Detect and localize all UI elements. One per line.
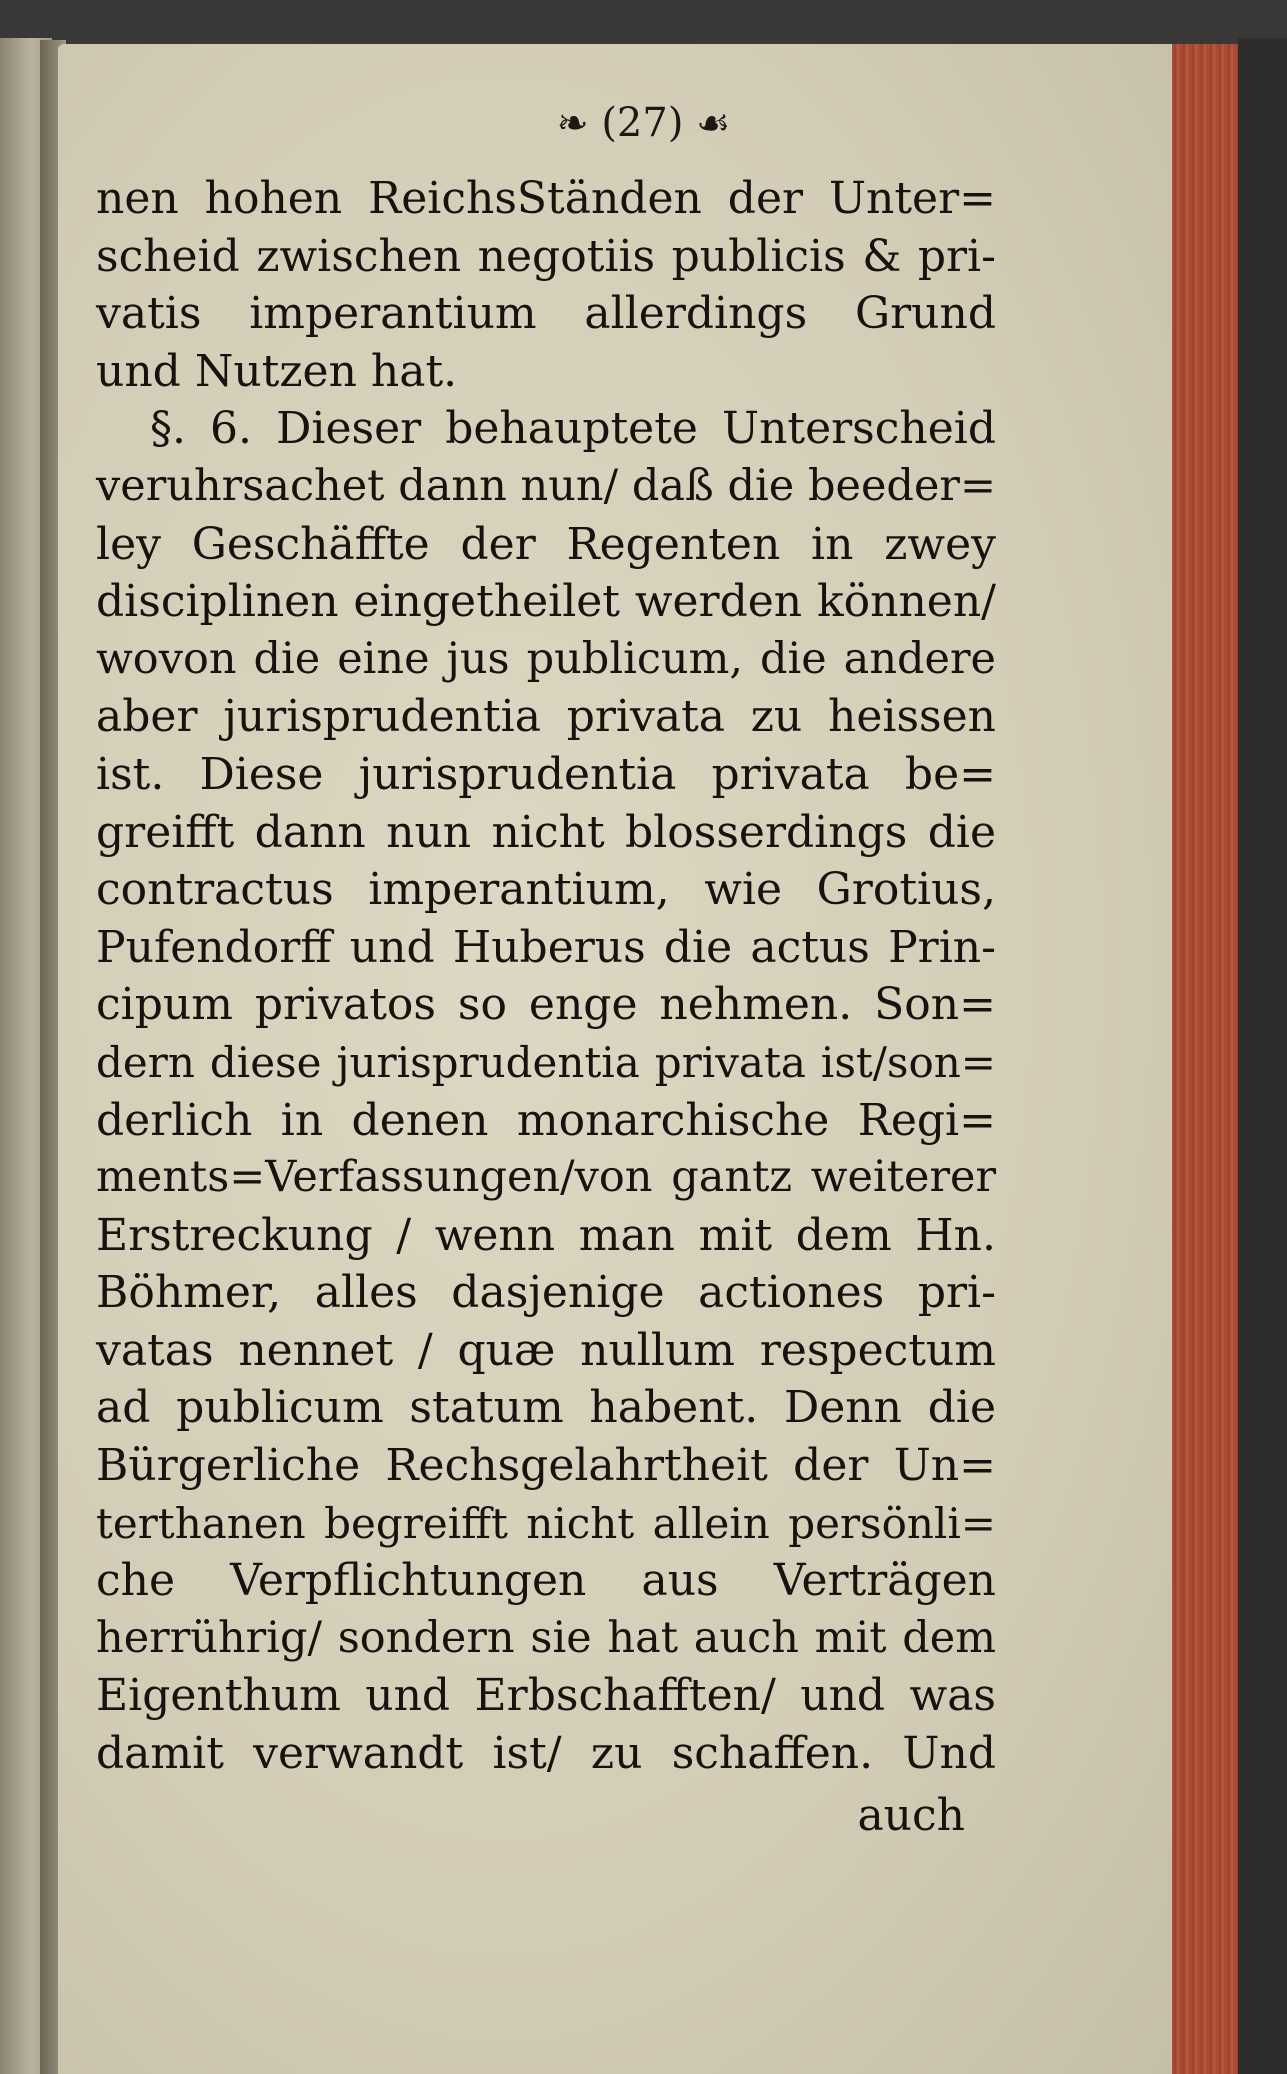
text-line: und Nutzen hat. [96,345,458,397]
text-line: herrührig/ sondern sie hat auch mit dem [96,1612,996,1663]
text-line: greifft dann nun nicht blosserdings die [96,806,996,858]
right-ornament-icon: ☙ [696,101,731,145]
text-line: derlich in denen monarchische Regi= [96,1094,996,1146]
page-number: (27) [601,100,684,146]
catchword: auch [857,1790,965,1841]
text-line: veruhrsachet dann nun/ daß die beeder= [96,460,996,511]
text-line: Eigenthum und Erbschafften/ und was [96,1670,996,1722]
text-line: Böhmer, alles dasjenige actiones pri- [96,1267,996,1319]
text-line: §. 6. Dieser behauptete Unterscheid [150,403,996,455]
text-line: aber jurisprudentia privata zu heissen [96,691,996,743]
text-line: Bürgerliche Rechsgelahrtheit der Un= [96,1440,996,1492]
text-line: ley Geschäffte der Regenten in zwey [96,518,996,570]
text-line: ments=Verfassungen/von gantz weiterer [96,1152,996,1203]
text-line: contractus imperantium, wie Grotius, [96,864,996,916]
text-line: dern diese jurisprudentia privata ist/son= [96,1037,996,1087]
red-page-edges [1172,44,1238,2074]
page-header [0,100,1287,146]
text-line: damit verwandt ist/ zu schaffen. Und [96,1728,996,1780]
text-line: ad publicum statum habent. Denn die [96,1382,996,1434]
text-line: ist. Diese jurisprudentia privata be= [96,748,996,800]
text-line: che Verpflichtungen aus Verträgen [96,1555,996,1607]
text-line: vatis imperantium allerdings Grund [96,288,996,340]
text-line: vatas nennet / quæ nullum respectum [96,1324,996,1376]
text-line: terthanen begreifft nicht allein persönli= [96,1498,996,1548]
text-line: nen hohen ReichsStänden der Unter= [96,173,996,224]
text-line: Pufendorff und Huberus die actus Prin- [96,921,996,973]
body-text [96,170,996,1783]
text-line: Erstreckung / wenn man mit dem Hn. [96,1209,996,1261]
text-line: disciplinen eingetheilet werden können/ [96,576,996,628]
left-ornament-icon: ❧ [556,101,589,145]
text-line: wovon die eine jus publicum, die andere [96,633,996,684]
text-line: cipum privatos so enge nehmen. Son= [96,979,996,1031]
background-shadow [1238,38,1287,2074]
text-line: scheid zwischen negotiis publicis & pri- [96,230,996,282]
